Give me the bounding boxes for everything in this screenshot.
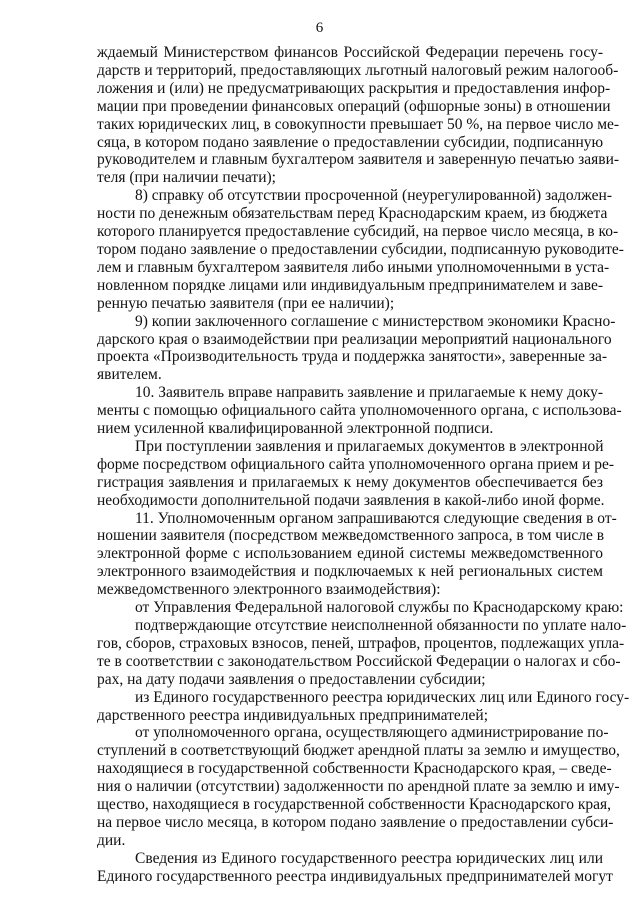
text-line: 8) справку об отсутствии просроченной (неурегулированной) задолжен- [135, 187, 612, 205]
text-line: руководителем и главным бухгалтером заявителя и заверенную печатью заяви- [97, 151, 620, 169]
text-line: ния о наличии (отсутствии) задолженности по арендной плате за землю и иму- [97, 778, 620, 796]
text-line: 9) копии заключенного соглашение с министерством экономики Красно- [135, 312, 616, 330]
text-line: теля (при наличии печати); [97, 169, 276, 187]
text-line: ждаемый Министерством финансов Российской Федерации перечень госу- [97, 44, 603, 61]
body-text [97, 44, 630, 886]
text-line: дарского края о взаимодействии при реализации мероприятий национального [97, 330, 612, 348]
text-line: рах, на дату подачи заявления о предоставлении субсидии; [97, 670, 486, 688]
text-line: электронной форме с использованием единой системы межведомственного [97, 545, 603, 563]
text-line: подтверждающие отсутствие неисполненной обязанности по уплате нало- [135, 617, 627, 634]
text-line: ложения и (или) не предусматривающих раскрытия и предоставления инфор- [97, 79, 611, 97]
text-line: дарственного реестра индивидуальных предпринимателей; [97, 706, 489, 724]
text-line: из Единого государственного реестра юридических лиц или Единого госу- [135, 688, 630, 706]
text-line: форме посредством официального сайта уполномоченного органа прием и ре- [97, 455, 615, 473]
text-line: ношении заявителя (посредством межведомственного запроса, в том числе в [97, 527, 605, 545]
text-line: щество, находящиеся в государственной собственности Краснодарского края, [97, 796, 612, 814]
text-line: явителем. [97, 366, 162, 384]
text-line: от уполномоченного органа, осуществляющего администрирование по- [135, 724, 609, 742]
text-line: от Управления Федеральной налоговой службы по Краснодарскому краю: [135, 599, 624, 617]
text-line: При поступлении заявления и прилагаемых документов в электронной [135, 437, 604, 455]
text-line: электронного взаимодействия и подключаемых к ней региональных систем [97, 563, 603, 581]
text-line: лем и главным бухгалтером заявителя либо иными уполномоченными в уста- [97, 258, 610, 276]
text-line: мации при проведении финансовых операций (офшорные зоны) в отношении [97, 97, 611, 115]
text-line: находящиеся в государственной собственности Краснодарского края, – сведе- [97, 760, 612, 778]
text-line: дарств и территорий, предоставляющих льготный налоговый режим налогооб- [97, 61, 619, 79]
page-number: 6 [315, 20, 324, 36]
text-line: сяца, в котором подано заявление о предоставлении субсидии, подписанную [97, 133, 604, 151]
text-line: нием усиленной квалифицированной электронной подписи. [97, 420, 494, 438]
text-line: межведомственного электронного взаимодействия): [97, 581, 441, 599]
text-line: 11. Уполномоченным органом запрашиваются следующие сведения в от- [135, 509, 617, 527]
text-line: гистрация заявления и прилагаемых к нему документов обеспечивается без [97, 473, 603, 491]
text-line: которого планируется предоставление субсидий, на первое число месяца, в ко- [97, 223, 619, 241]
text-line: на первое число месяца, в котором подано заявление о предоставлении субси- [97, 813, 614, 831]
text-line: новленном порядке лицами или индивидуальным предпринимателем и заве- [97, 276, 603, 294]
text-line: те в соответствии с законодательством Российской Федерации о налогах и сбо- [97, 652, 621, 670]
text-line: Единого государственного реестра индивидуальных предпринимателей могут [97, 867, 613, 885]
text-line: гов, сборов, страховых взносов, пеней, штрафов, процентов, подлежащих упла- [97, 634, 625, 652]
text-line: ренную печатью заявителя (при ее наличии); [97, 294, 395, 312]
text-line: менты с помощью официального сайта уполномоченного органа, с использова- [97, 402, 622, 420]
text-line: ности по денежным обязательствам перед Краснодарским краем, из бюджета [97, 205, 608, 223]
text-line: таких юридических лиц, в совокупности превышает 50 %, на первое число ме- [97, 115, 620, 133]
text-line: проекта «Производительность труда и поддержка занятости», заверенные за- [97, 348, 608, 366]
text-line: ступлений в соответствующий бюджет арендной платы за землю и имущество, [97, 742, 620, 760]
text-line: необходимости дополнительной подачи заявления в какой-либо иной форме. [97, 491, 605, 509]
text-line: Сведения из Единого государственного реестра юридических лиц или [135, 849, 603, 867]
text-line: 10. Заявитель вправе направить заявление и прилагаемые к нему доку- [135, 384, 603, 402]
text-line: дии. [97, 831, 126, 849]
text-line: тором подано заявление о предоставлении субсидии, подписанную руководите- [97, 240, 624, 258]
